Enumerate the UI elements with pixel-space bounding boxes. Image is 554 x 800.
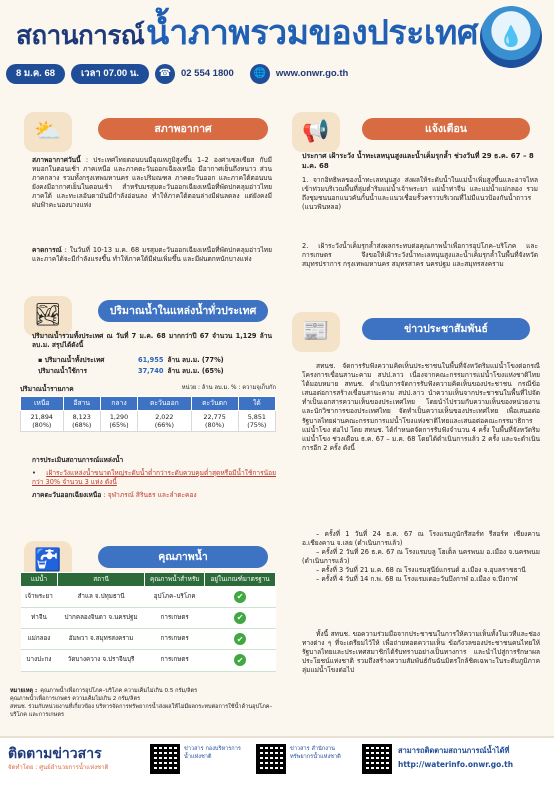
- quality-station: ปากคลองจินดา จ.นครปฐม: [57, 608, 144, 629]
- quality-river: เจ้าพระยา: [21, 586, 58, 607]
- qr-code-2[interactable]: [256, 744, 286, 774]
- weather-today-label: สภาพอากาศวันนี้: [32, 156, 81, 164]
- alert-paragraph-2: 2. เฝ้าระวังน้ำเค็มรุกล้ำส่งผลกระทบต่อคุณภาพน้ำเพื่อการอุปโภค–บริโภค และการเกษตร จึงขอให้เฝ้าระวังน้ำทะเลหนุนสูงและน้ำเค็มรุกล้ำในพื้นที่จังหวัดสมุทรปราการ กรุงเทพมหานคร สมุทรสาคร นครปฐม และสมุทรสงคราม: [302, 242, 538, 269]
- date-pill: 8 ม.ค. 68: [6, 64, 65, 84]
- quality-status: [205, 586, 276, 607]
- phone-icon: ☎: [155, 64, 175, 84]
- follow-subtitle: จัดทำโดย : ศูนย์อำนวยการน้ำแห่งชาติ: [8, 764, 109, 771]
- quality-river: ท่าจีน: [21, 608, 58, 629]
- quality-river: บางปะกง: [21, 650, 58, 671]
- quality-station: อัมพวา จ.สมุทรสงคราม: [57, 629, 144, 650]
- quality-use: การเกษตร: [145, 608, 205, 629]
- regional-volume: 21,894: [30, 413, 53, 422]
- assessment-label: การประเมินสถานการณ์แหล่งน้ำ: [32, 456, 124, 464]
- water-item-total: ▪ ปริมาณน้ำทั้งประเทศ 61,955 ล้าน ลบ.ม. (77%): [38, 356, 224, 364]
- pr-outro: ทั้งนี้ สทนช. ขอความร่วมมือจากประชาชนในการให้ความเห็นทั้งในเวทีและช่องทางต่าง ๆ ที่จะเตรียมไว้ให้ เพื่อถ่ายทอดความเห็น ข้อกังวลของประชาชนคนไทยให้รัฐบาลไทยและประเทศสมาชิกได้รับทราบอย่างเป็นทางการ และนำไปสู่การรักษาผลประโยชน์แห่งชาติ รวมถึงสร้างความสัมพันธ์กันฉันมิตรใกล้ชิดเฉพาะในระดับภูมิภาคลุ่มแม่น้ำโขงต่อไป: [302, 630, 540, 675]
- quality-station: วัดบางควาง จ.ปราจีนบุรี: [57, 650, 144, 671]
- regional-value-cell: [238, 411, 275, 432]
- alert-paragraph-1: 1. จากอิทธิพลของน้ำทะเลหนุนสูง ส่งผลให้ระดับน้ำในแม่น้ำเพิ่มสูงขึ้นและอาจไหลเข้าท่วมบริเวณพื้นที่ลุ่มต่ำริมแม่น้ำเจ้าพระยา แม่น้ำท่าจีน และแม่น้ำแม่กลอง รวมถึงชุมชนนอกแนวคันกั้นน้ำและแนวเชื่อมรั้วคราวบริเวณที่ไม่มีแนวป้องกันน้ำถาวร (แนวฟันหลอ): [302, 176, 538, 212]
- alert-title: ประกาศ เฝ้าระวัง น้ำทะเลหนุนสูงและน้ำเค็มรุกล้ำ ช่วงวันที่ 29 ธ.ค. 67 – 8 ม.ค. 68: [302, 152, 534, 170]
- water-quality-banner: คุณภาพน้ำ: [98, 546, 268, 568]
- qr2-label: ข่าวสาร สำนักงานทรัพยากรน้ำแห่งชาติ: [290, 746, 341, 760]
- regional-volume: 8,123: [72, 413, 91, 422]
- pr-sessions: [302, 530, 540, 585]
- time-pill: เวลา 07.00 น.: [71, 64, 149, 84]
- regional-percent: (75%): [247, 421, 267, 430]
- weather-banner: สภาพอากาศ: [98, 118, 268, 140]
- waterinfo-link[interactable]: http://waterinfo.onwr.go.th: [398, 760, 514, 769]
- weather-forecast-text: : ในวันที่ 10-13 ม.ค. 68 มรสุมตะวันออกเฉียงเหนือที่พัดปกคลุมอ่าวไทยและภาคใต้จะมีกำลังแรงขึ้น ทำให้ภาคใต้มีฝนเพิ่มขึ้น และมีฝนตกหนักบางแห่ง: [32, 246, 272, 264]
- regional-value-cell: [21, 411, 64, 432]
- alert-banner: แจ้งเตือน: [362, 118, 530, 140]
- regional-value-cell: [191, 411, 238, 432]
- weather-forecast: [32, 246, 272, 264]
- pr-session: – ครั้งที่ 3 วันที่ 21 ม.ค. 68 ณ โรงแรมสุนีย์แกรนด์ อ.เมือง จ.อุบลราชธานี: [316, 566, 526, 575]
- regional-value-cell: [138, 411, 191, 432]
- quality-table-header: [21, 573, 276, 587]
- regional-header-cell: ตะวันออก: [138, 397, 191, 411]
- regional-table: [20, 396, 276, 432]
- assessment-text: • เฝ้าระวังแหล่งน้ำขนาดใหญ่ระดับน้ำต่ำกว่าระดับควบคุมต่ำสุดหรือมีน้ำใช้การน้อยกว่า 30% จำนวน 3 แห่ง ดังนี้: [32, 469, 276, 487]
- reservoir-icon: 🏞: [24, 296, 72, 336]
- quality-status: [205, 608, 276, 629]
- header: [0, 0, 554, 92]
- pr-session: – ครั้งที่ 1 วันที่ 24 ธ.ค. 67 ณ โรงแรมภูนักรีสอร์ท รีสอร์ท เชียงคาน อ.เชียงคาน จ.เลย (ดำเนินการแล้ว): [302, 530, 540, 548]
- check-icon: ✔: [234, 654, 246, 666]
- quality-station: สำแล จ.ปทุมธานี: [57, 586, 144, 607]
- regional-percent: (66%): [154, 421, 174, 430]
- quality-row: [21, 586, 276, 607]
- water-item-usable: ปริมาณน้ำใช้การ 37,740 ล้าน ลบ.ม. (65%): [38, 367, 224, 376]
- onwr-logo: [480, 6, 542, 68]
- regional-value-cell: [63, 411, 100, 432]
- quality-notes: หมายเหตุ : คุณภาพน้ำเพื่อการอุปโภค–บริโภค ความเค็มไม่เกิน 0.5 กรัม/ลิตร คุณภาพน้ำเพื่อการเกษตร ความเค็มไม่เกิน 2 กรัม/ลิตร สทนช. ร่วมกับหน่วยงานที่เกี่ยวข้อง บริหารจัดการทรัพยากรน้ำส่งผลให้ไม่มีผลกระทบต่อการใช้น้ำด้านอุปโภค–บริโภค และการเกษตร: [10, 688, 273, 719]
- regional-header-cell: กลาง: [100, 397, 137, 411]
- sun-cloud-icon: ⛅: [24, 112, 72, 152]
- regional-header-cell: อีสาน: [63, 397, 100, 411]
- check-icon: ✔: [234, 612, 246, 624]
- quality-header-cell: อยู่ในเกณฑ์มาตรฐาน: [205, 573, 276, 587]
- megaphone-icon: 📢: [292, 112, 340, 152]
- quality-row: [21, 629, 276, 650]
- check-icon: ✔: [234, 591, 246, 603]
- quality-header-cell: แม่น้ำ: [21, 573, 58, 587]
- qr-code-3[interactable]: [362, 744, 392, 774]
- water-drop-quality-icon: 🚰: [24, 541, 72, 581]
- qr-code-1[interactable]: [150, 744, 180, 774]
- quality-row: [21, 650, 276, 671]
- pr-intro: สทนช. จัดการรับฟังความคิดเห็นประชาชนในพื้นที่จังหวัดริมแม่น้ำโขงต่อกรณีโครงการเขื่อนสานะคาม สปป.ลาว เนื่องจากคณะกรรมการแม่น้ำโขงแห่งชาติไทย ได้มอบหมาย สทนช. ดำเนินการจัดการรับฟังความคิดเห็นของประชาชน กรณีข้อเสนอต่อการสร้างเขื่อนสานะคาม สปป.ลาว นำความเห็นจากประชาชนในพื้นที่ไปจัดทำเป็นเอกสารความเห็นของประเทศไทย โดยนำไปรวมกับความเห็นของหน่วยงานและนักวิชาการของประเทศไทย จัดทำเป็นความเห็นของประเทศไทย เพื่อเสนอต่อรัฐบาลไทยผ่านคณะกรรมการแม่น้ำโขงแห่งชาติไทยและเสนอต่อคณะกรรมาธิการแม่น้ำโขง ต่อไป โดย สทนช. ได้กำหนดจัดการรับฟังจำนวน 4 ครั้ง ในพื้นที่จังหวัดริมแม่น้ำโขง ช่วงเดือน ธ.ค. 67 – ม.ค. 68 โดยได้ดำเนินการแล้ว 2 ครั้ง และจะดำเนินการอีก 2 ครั้ง ดังนี้: [302, 362, 540, 452]
- weather-today: [32, 156, 272, 211]
- more-info-label: สามารถติดตามสถานการณ์น้ำได้ที่: [398, 746, 510, 755]
- qr1-label: ข่าวสาร กองบริหารการน้ำแห่งชาติ: [184, 746, 241, 760]
- news-icon: 📰: [292, 312, 340, 352]
- website-link[interactable]: www.onwr.go.th: [275, 68, 349, 80]
- regional-header-cell: เหนือ: [21, 397, 64, 411]
- regional-volume: 1,290: [109, 413, 129, 422]
- pr-banner: ข่าวประชาสัมพันธ์: [362, 318, 530, 340]
- phone-number[interactable]: 02 554 1800: [180, 68, 234, 80]
- page-title-prefix: สถานการณ์: [16, 20, 145, 50]
- pr-session: – ครั้งที่ 4 วันที่ 14 ก.พ. 68 ณ โรงแรมเดอะวันบึงกาฬ อ.เมือง จ.บึงกาฬ: [316, 575, 518, 584]
- footer: [0, 736, 554, 800]
- water-drop-icon: 💧: [498, 24, 524, 49]
- regional-table-row: [21, 411, 276, 432]
- regional-header-cell: ใต้: [238, 397, 275, 411]
- check-icon: ✔: [234, 633, 246, 645]
- weather-today-text: : ประเทศไทยตอนบนมีอุณหภูมิสูงขึ้น 1–2 องศาเซลเซียส กับมีหมอกในตอนเช้า ภาคเหนือ และภาคตะวันออกเฉียงเหนือ มีอากาศเย็นถึงหนาว ส่วนภาคกลาง รวมทั้งกรุงเทพมหานคร และปริมณฑล ภาคตะวันออก และภาคใต้ตอนบนยังคงมีอากาศเย็นในตอนเช้า สำหรับมรสุมตะวันออกเฉียงเหนือที่พัดปกคลุมอ่าวไทย ภาคใต้ และทะเลอันดามันมีกำลังอ่อนลง ทำให้ภาคใต้ตอนล่างมีฝนลดลง แต่ยังคงมีฝนฟ้าคะนองบางแห่ง: [32, 156, 272, 210]
- assessment-dams: ภาคตะวันออกเฉียงเหนือ : จุฬาภรณ์ สิรินธร และลำตะคอง: [32, 491, 197, 500]
- quality-status: [205, 650, 276, 671]
- regional-percent: (80%): [32, 421, 52, 430]
- quality-row: [21, 608, 276, 629]
- weather-forecast-label: คาดการณ์: [32, 246, 62, 254]
- regional-header-cell: ตะวันตก: [191, 397, 238, 411]
- regional-percent: (65%): [109, 421, 129, 430]
- water-volume-banner: ปริมาณน้ำในแหล่งน้ำทั่วประเทศ: [98, 300, 268, 322]
- regional-percent: (68%): [72, 421, 92, 430]
- info-bar: [6, 64, 348, 84]
- follow-title: ติดตามข่าวสาร: [8, 745, 102, 761]
- quality-use: อุปโภค–บริโภค: [145, 586, 205, 607]
- regional-value-cell: [100, 411, 137, 432]
- assessment: [32, 456, 276, 500]
- water-summary: ปริมาณน้ำรวมทั้งประเทศ ณ วันที่ 7 ม.ค. 68 มากกว่าปี 67 จำนวน 1,129 ล้าน ลบ.ม. สรุปได้ดังนี้: [32, 332, 272, 350]
- regional-table-header: [21, 397, 276, 411]
- regional-volume: 22,775: [203, 413, 226, 422]
- water-items: [38, 356, 278, 376]
- globe-icon: 🌐: [250, 64, 270, 84]
- page-title: น้ำภาพรวมของประเทศ: [146, 14, 478, 52]
- pr-session: – ครั้งที่ 2 วันที่ 26 ธ.ค. 67 ณ โรงแรมบลู โฮเต็ล นครพนม อ.เมือง จ.นครพนม (ดำเนินการแล้ว): [302, 548, 540, 566]
- quality-header-cell: คุณภาพน้ำสำหรับ: [145, 573, 205, 587]
- regional-percent: (80%): [205, 421, 225, 430]
- quality-status: [205, 629, 276, 650]
- regional-volume: 5,851: [247, 413, 266, 422]
- quality-river: แม่กลอง: [21, 629, 58, 650]
- quality-table: [20, 572, 276, 672]
- regional-caption: ปริมาณน้ำรายภาค หน่วย : ล้าน ลบ.ม. % : ความจุเก็บกัก: [20, 385, 276, 393]
- quality-header-cell: สถานี: [57, 573, 144, 587]
- regional-volume: 2,022: [155, 413, 174, 422]
- quality-use: การเกษตร: [145, 650, 205, 671]
- quality-use: การเกษตร: [145, 629, 205, 650]
